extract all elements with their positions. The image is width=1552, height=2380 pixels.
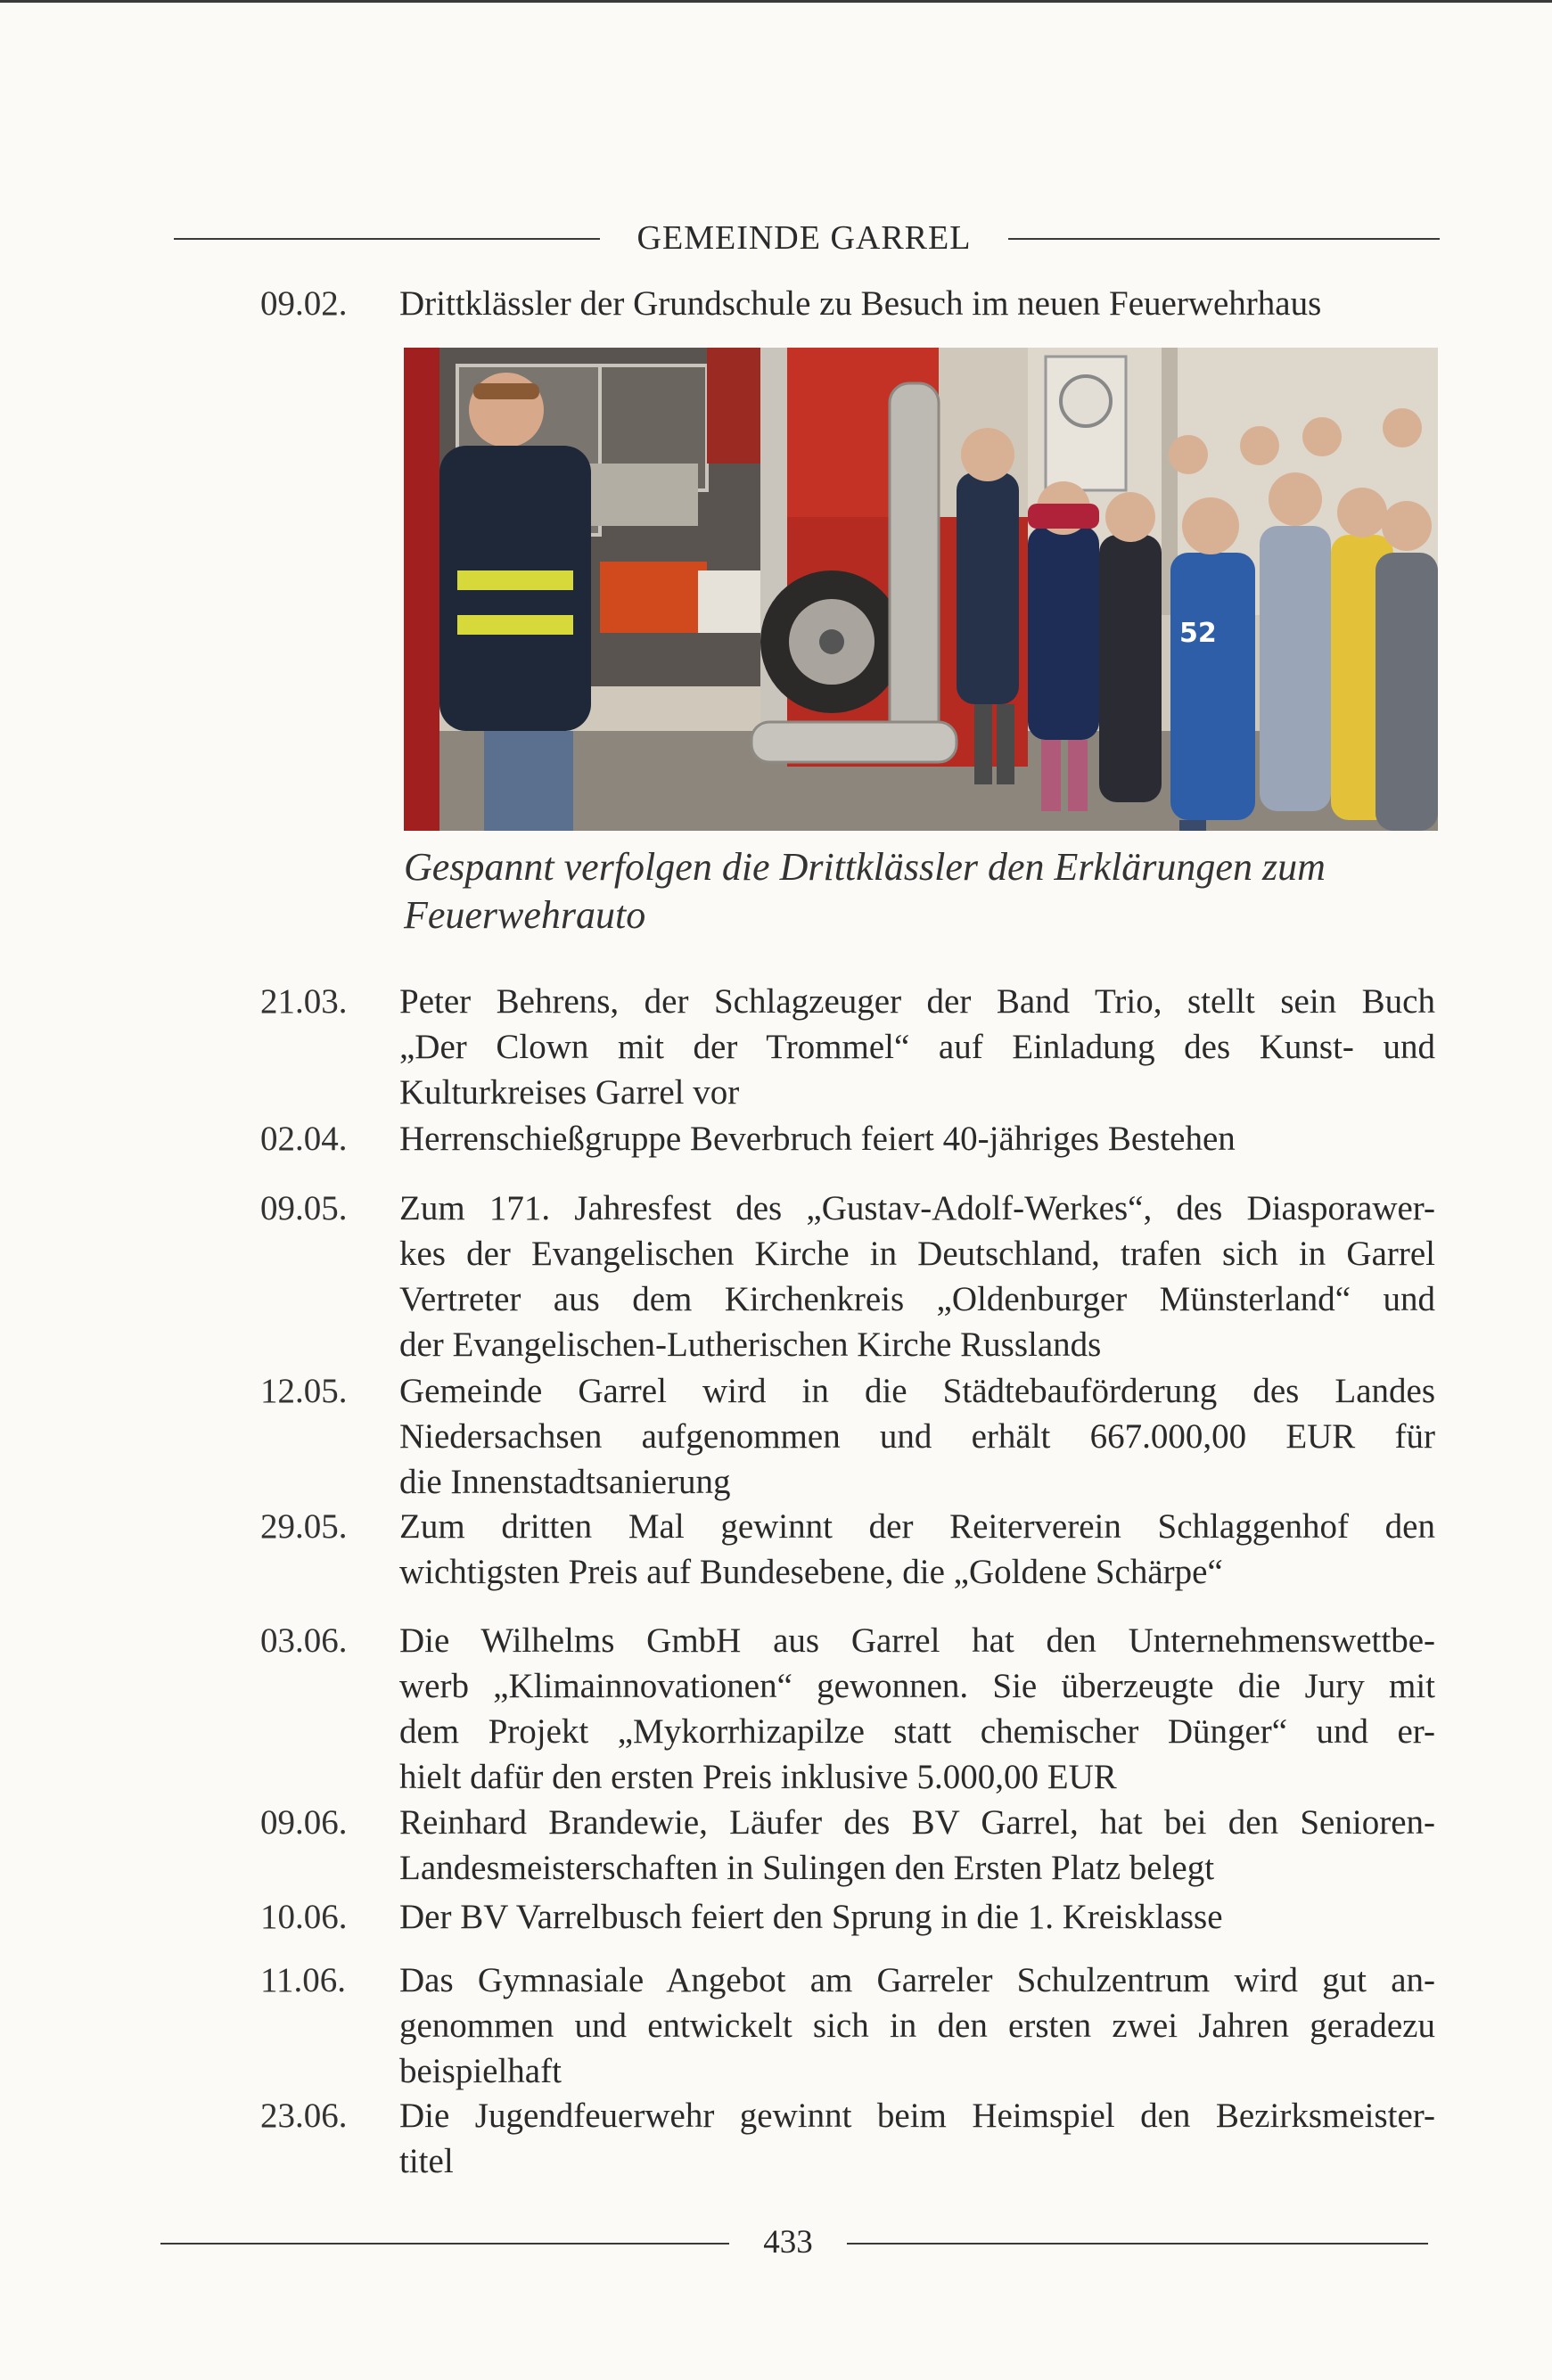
header-rule-left xyxy=(174,238,600,240)
footer-rule-left xyxy=(160,2243,729,2245)
scan-edge xyxy=(0,0,1552,3)
entry-line: wichtigsten Preis auf Bundesebene, die „Goldene Schärpe“ xyxy=(399,1553,1223,1591)
entry-line: Die Wilhelms GmbH aus Garrel hat den Unternehmenswettbe- xyxy=(399,1621,1435,1660)
entry-line: der Evangelischen-Lutherischen Kirche Russlands xyxy=(399,1325,1102,1364)
photo-illustration xyxy=(404,348,1438,831)
entry-line: Vertreter aus dem Kirchenkreis „Oldenburger Münsterland“ und xyxy=(399,1280,1435,1318)
entry-line: Das Gymnasiale Angebot am Garreler Schulzentrum wird gut an- xyxy=(399,1961,1435,1999)
entry-line: Drittklässler der Grundschule zu Besuch im neuen Feuerwehrhaus xyxy=(399,284,1322,323)
entry-date: 09.05. xyxy=(260,1189,348,1227)
entry-line: „Der Clown mit der Trommel“ auf Einladung des Kunst- und xyxy=(399,1028,1435,1066)
entry-date: 03.06. xyxy=(260,1621,348,1660)
entry-text xyxy=(399,1116,1435,1161)
fire-station-photo xyxy=(404,348,1438,831)
entry-text xyxy=(399,1800,1435,1891)
entry-line: beispielhaft xyxy=(399,2052,562,2090)
entry-text xyxy=(399,1186,1435,1367)
entry-date: 09.02. xyxy=(260,284,348,323)
running-header xyxy=(174,218,1440,258)
entry-line: Die Jugendfeuerwehr gewinnt beim Heimspiel den Bezirksmeister- xyxy=(399,2097,1435,2135)
entry-line: genommen und entwickelt sich in den ersten zwei Jahren geradezu xyxy=(399,2007,1435,2045)
entry-text xyxy=(399,2093,1435,2184)
entry-line: Landesmeisterschaften in Sulingen den Ersten Platz belegt xyxy=(399,1849,1215,1887)
entry-date: 02.04. xyxy=(260,1120,348,1158)
entry-text xyxy=(399,1894,1435,1940)
entry-line: hielt dafür den ersten Preis inklusive 5.000,00 EUR xyxy=(399,1758,1117,1796)
entry-text xyxy=(399,1618,1435,1800)
entry-line: Der BV Varrelbusch feiert den Sprung in die 1. Kreisklasse xyxy=(399,1898,1223,1936)
entry-date: 11.06. xyxy=(260,1961,347,1999)
entry-date: 09.06. xyxy=(260,1803,348,1842)
page-number: 433 xyxy=(763,2224,813,2261)
entry-line: die Innenstadtsanierung xyxy=(399,1463,731,1501)
entry-line: Zum dritten Mal gewinnt der Reiterverein Schlaggenhof den xyxy=(399,1507,1435,1546)
entry-line: Gemeinde Garrel wird in die Städtebauförderung des Landes xyxy=(399,1372,1435,1410)
entry-line: titel xyxy=(399,2142,454,2180)
entry-text xyxy=(399,979,1435,1115)
caption-line: Gespannt verfolgen die Drittklässler den Erklärungen zum xyxy=(404,845,1326,889)
entry-text xyxy=(399,1504,1435,1595)
entry-line: Zum 171. Jahresfest des „Gustav-Adolf-Werkes“, des Diasporawer- xyxy=(399,1189,1435,1227)
entry-date: 21.03. xyxy=(260,982,348,1021)
entry-line: dem Projekt „Mykorrhizapilze statt chemischer Dünger“ und er- xyxy=(399,1712,1435,1751)
entry-date: 10.06. xyxy=(260,1898,348,1936)
entry-text xyxy=(399,1368,1435,1505)
entry-text xyxy=(399,1957,1435,2094)
entry-line: Niedersachsen aufgenommen und erhält 667.000,00 EUR für xyxy=(399,1417,1435,1456)
entry-line: kes der Evangelischen Kirche in Deutschland, trafen sich in Garrel xyxy=(399,1235,1435,1273)
entry-line: Peter Behrens, der Schlagzeuger der Band Trio, stellt sein Buch xyxy=(399,982,1435,1021)
header-title: GEMEINDE GARREL xyxy=(636,219,972,257)
jersey-number: 52 xyxy=(1179,618,1217,649)
entry-line: Kulturkreises Garrel vor xyxy=(399,1073,740,1112)
header-rule-right xyxy=(1008,238,1440,240)
entry-text xyxy=(399,281,1435,326)
caption-line: Feuerwehrauto xyxy=(404,893,646,937)
entry-line: werb „Klimainnovationen“ gewonnen. Sie überzeugte die Jury mit xyxy=(399,1667,1435,1705)
entry-date: 12.05. xyxy=(260,1372,348,1410)
entry-line: Herrenschießgruppe Beverbruch feiert 40-jähriges Bestehen xyxy=(399,1120,1236,1158)
entry-date: 29.05. xyxy=(260,1507,348,1546)
entry-line: Reinhard Brandewie, Läufer des BV Garrel, hat bei den Senioren- xyxy=(399,1803,1435,1842)
footer-rule-right xyxy=(847,2243,1428,2245)
entry-date: 23.06. xyxy=(260,2097,348,2135)
page-footer xyxy=(160,2223,1428,2262)
photo-caption xyxy=(404,843,1438,940)
